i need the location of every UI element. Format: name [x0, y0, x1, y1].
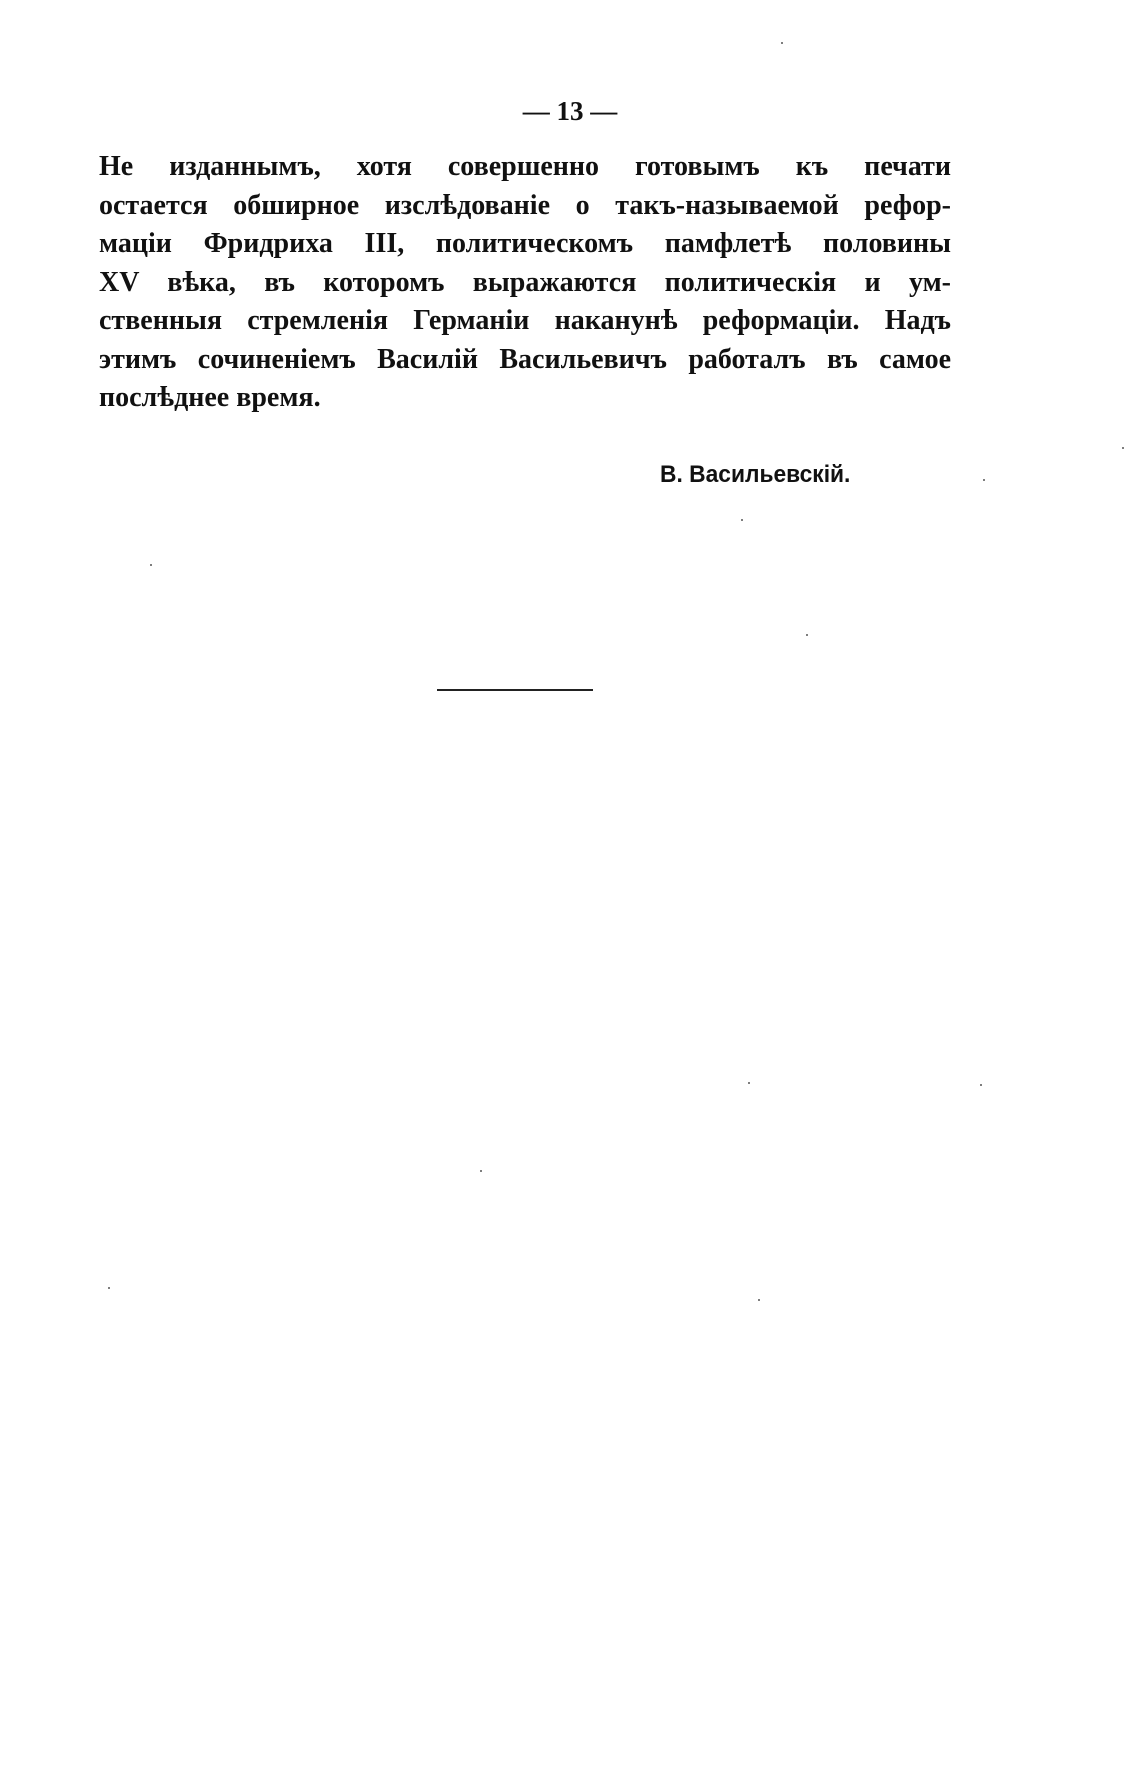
paragraph-line: Не изданнымъ, хотя совершенно готовымъ къ печати: [99, 151, 951, 182]
paragraph-line: XV вѣка, въ которомъ выражаются политическія и ум-: [99, 266, 951, 298]
scan-speck: [781, 42, 783, 44]
scan-speck: [758, 1299, 760, 1301]
page-number: — 13 —: [522, 96, 618, 126]
scan-speck: [806, 634, 808, 636]
scan-speck: [741, 519, 743, 521]
section-end-rule: [437, 689, 593, 691]
scan-speck: [748, 1082, 750, 1084]
scan-speck: [983, 479, 985, 481]
scan-speck: [108, 1287, 110, 1289]
scan-speck: [1122, 447, 1124, 449]
author-signature: В. Васильевскій.: [660, 461, 851, 488]
paragraph-line: остается обширное изслѣдованіе о такъ-называемой рефор-: [99, 189, 951, 221]
paragraph: [99, 148, 951, 418]
scan-speck: [150, 564, 152, 566]
paragraph-line: послѣднее время.: [99, 382, 321, 413]
paragraph-line: этимъ сочиненіемъ Василій Васильевичъ работалъ въ самое: [99, 343, 951, 375]
paragraph-line: ственныя стремленія Германіи наканунѣ реформаціи. Надъ: [99, 305, 951, 336]
scan-speck: [980, 1084, 982, 1086]
scan-speck: [480, 1170, 482, 1172]
paragraph-line: маціи Фридриха III, политическомъ памфлетѣ половины: [99, 228, 951, 259]
